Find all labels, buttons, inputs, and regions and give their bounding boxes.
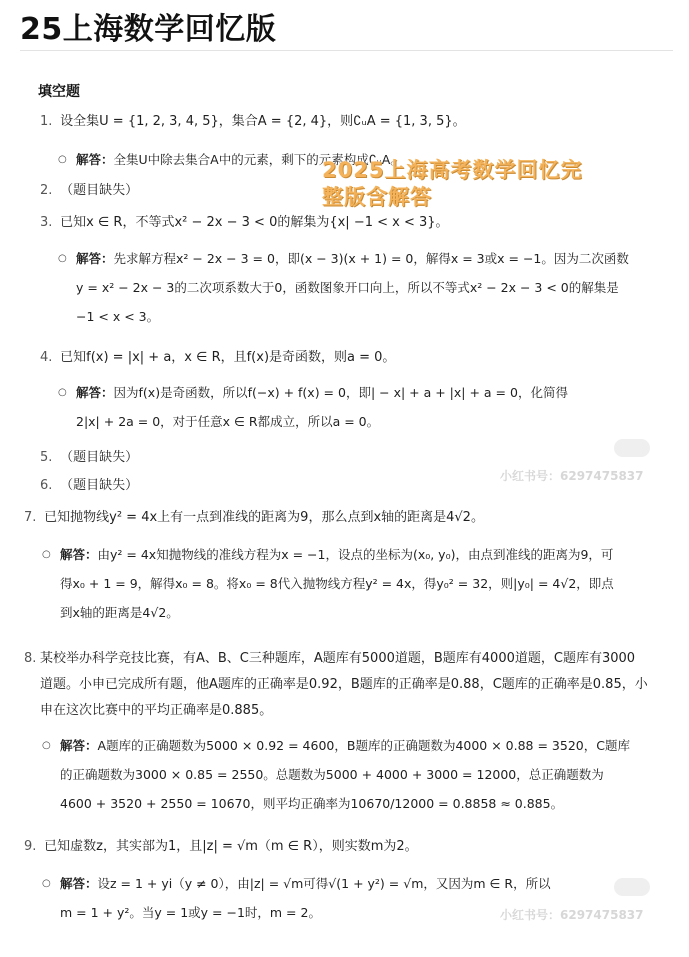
answer-label: 解答： — [60, 738, 98, 753]
question-5 — [40, 449, 138, 467]
question-text: 已知f(x) = |x| + a，x ∈ R，且f(x)是奇函数，则a = 0。 — [60, 350, 396, 365]
watermark-id: 小红书号：6297475837 — [500, 469, 644, 483]
answer-line: m = 1 + y²。当y = 1或y = −1时，m = 2。 — [60, 905, 321, 920]
answer-line: 4600 + 3520 + 2550 = 10670，则平均正确率为10670/12000 = 0.8858 ≈ 0.885。 — [60, 796, 564, 811]
answer-line: 先求解方程x² − 2x − 3 = 0，即(x − 3)(x + 1) = 0，解得x = 3或x = −1。因为二次函数 — [113, 251, 629, 266]
answer-line: 由y² = 4x知抛物线的准线方程为x = −1，设点的坐标为(x₀, y₀)，由点到准线的距离为9，可 — [97, 547, 614, 562]
question-number: 7. — [24, 510, 37, 525]
app-logo-icon — [614, 878, 650, 896]
question-2 — [40, 182, 138, 200]
bullet-icon: ○ — [42, 740, 51, 751]
answer-line: 设z = 1 + yi（y ≠ 0），由|z| = √m可得√(1 + y²) = √m，又因为m ∈ R，所以 — [97, 876, 551, 891]
bullet-icon: ○ — [58, 154, 67, 165]
question-number: 2. — [40, 183, 53, 198]
question-text: （题目缺失） — [60, 450, 139, 465]
answer-line: 得x₀ + 1 = 9，解得x₀ = 8。将x₀ = 8代入抛物线方程y² = 4x，得y₀² = 32，则|y₀| = 4√2，即点 — [60, 576, 614, 591]
answer-4 — [58, 378, 666, 436]
question-4 — [40, 349, 395, 367]
section-title: 填空题 — [38, 84, 80, 100]
answer-line: −1 < x < 3。 — [76, 309, 160, 324]
answer-line: 到x轴的距离是4√2。 — [60, 605, 179, 620]
answer-7 — [42, 540, 650, 627]
watermark-overlay — [322, 157, 622, 211]
page-title: 25上海数学回忆版 — [20, 12, 277, 47]
question-3 — [40, 214, 449, 232]
answer-label: 解答： — [60, 876, 98, 891]
question-number: 1. — [40, 114, 53, 129]
answer-8 — [42, 731, 650, 818]
question-8 — [24, 646, 648, 724]
question-number: 8. — [24, 651, 37, 666]
question-text: （题目缺失） — [60, 478, 139, 493]
question-7 — [24, 509, 484, 527]
answer-line: A题库的正确题数为5000 × 0.92 = 4600，B题库的正确题数为4000 × 0.88 = 3520，C题库 — [97, 738, 630, 753]
answer-line: 全集U中除去集合A中的元素，剩下的元素构成∁ᵤA。 — [113, 152, 403, 167]
answer-label: 解答： — [60, 547, 98, 562]
question-text: 已知x ∈ R，不等式x² − 2x − 3 < 0的解集为{x| −1 < x < 3}。 — [60, 215, 449, 230]
watermark-line: 2025上海高考数学回忆完 — [322, 158, 583, 182]
question-text: 已知虚数z，其实部为1，且|z| = √m（m ∈ R），则实数m为2。 — [44, 839, 418, 854]
title-divider — [20, 50, 673, 51]
watermark-id: 小红书号：6297475837 — [500, 908, 644, 922]
answer-label: 解答： — [76, 152, 114, 167]
bullet-icon: ○ — [58, 253, 67, 264]
question-text: 道题。小申已完成所有题，他A题库的正确率是0.92，B题库的正确率是0.88，C题库的正确率是0.85，小 — [40, 677, 648, 692]
answer-label: 解答： — [76, 251, 114, 266]
answer-line: 的正确题数为3000 × 0.85 = 2550。总题数为5000 + 4000 + 3000 = 12000，总正确题数为 — [60, 767, 604, 782]
answer-label: 解答： — [76, 385, 114, 400]
question-text: （题目缺失） — [60, 183, 139, 198]
question-text: 设全集U = {1, 2, 3, 4, 5}，集合A = {2, 4}，则∁ᵤA = {1, 3, 5}。 — [60, 114, 466, 129]
app-logo-icon — [614, 439, 650, 457]
answer-line: 2|x| + 2a = 0，对于任意x ∈ R都成立，所以a = 0。 — [76, 414, 380, 429]
question-text: 已知抛物线y² = 4x上有一点到准线的距离为9，那么点到x轴的距离是4√2。 — [44, 510, 484, 525]
question-number: 6. — [40, 478, 53, 493]
bullet-icon: ○ — [42, 549, 51, 560]
answer-line: 因为f(x)是奇函数，所以f(−x) + f(x) = 0，即| − x| + a + |x| + a = 0，化简得 — [113, 385, 568, 400]
question-text: 申在这次比赛中的平均正确率是0.885。 — [40, 703, 273, 718]
question-number: 9. — [24, 839, 37, 854]
question-1 — [40, 113, 466, 131]
question-number: 4. — [40, 350, 53, 365]
answer-3 — [58, 244, 666, 331]
question-number: 5. — [40, 450, 53, 465]
question-9 — [24, 838, 418, 856]
question-6 — [40, 477, 138, 495]
bullet-icon: ○ — [58, 387, 67, 398]
question-text: 某校举办科学竞技比赛，有A、B、C三种题库，A题库有5000道题，B题库有4000道题，C题库有3000 — [40, 651, 636, 666]
question-number: 3. — [40, 215, 53, 230]
answer-line: y = x² − 2x − 3的二次项系数大于0，函数图象开口向上，所以不等式x² − 2x − 3 < 0的解集是 — [76, 280, 619, 295]
watermark-line: 整版含解答 — [322, 185, 432, 209]
bullet-icon: ○ — [42, 878, 51, 889]
